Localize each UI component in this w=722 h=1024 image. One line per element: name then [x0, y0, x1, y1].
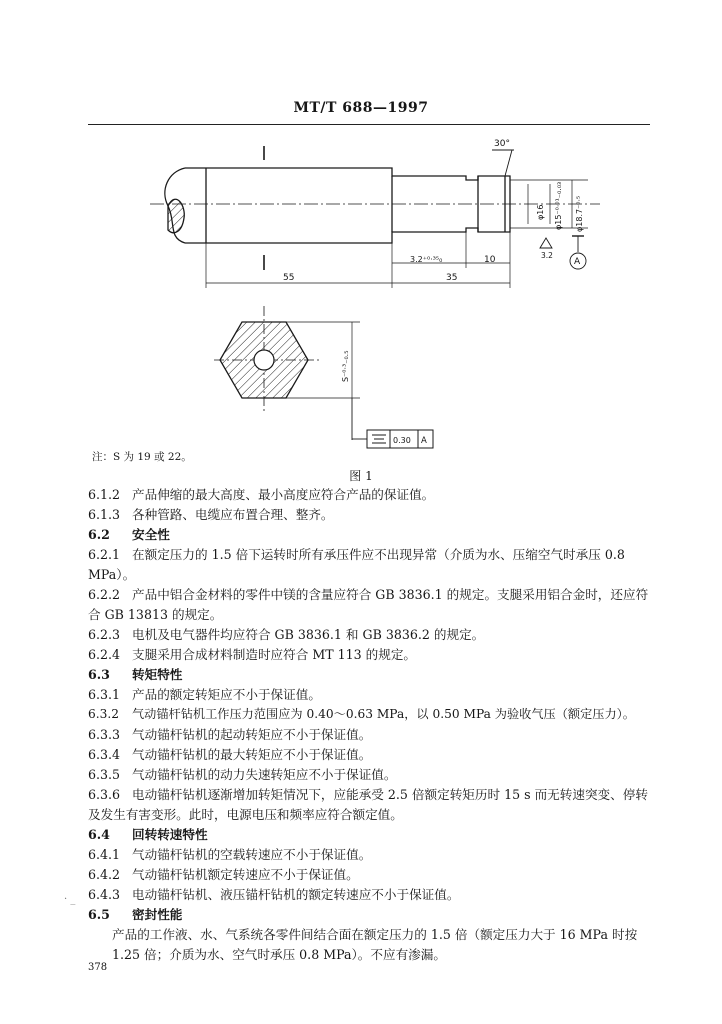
roughness-label: 3.2	[541, 251, 553, 260]
clause-text: 电动锚杆钻机逐渐增加转矩情况下，应能承受 2.5 倍额定转矩历时 15 s 而无转速突变、停转及发生有害变形。此时，电源电压和频率应符合额定值。	[88, 787, 648, 822]
clause-number: 6.3.1	[88, 687, 121, 702]
dia-16-label: φ16	[536, 204, 545, 220]
section-6-4-heading	[88, 825, 656, 845]
clause-6-4-1	[88, 845, 656, 865]
clause-number: 6.3.3	[88, 727, 121, 742]
tolerance-value: 0.30	[393, 436, 411, 445]
clause-6-3-2	[88, 705, 656, 725]
clause-number: 6.3.6	[88, 787, 121, 802]
clause-6-1-3	[88, 505, 656, 525]
clause-number: 6.3.2	[88, 707, 120, 721]
clause-text: 气动锚杆钻机工作压力范围应为 0.40～0.63 MPa，以 0.50 MPa 为验收气压（额定压力）。	[132, 707, 635, 721]
clause-number: 6.3.5	[88, 767, 121, 782]
clause-text: 气动锚杆钻机的动力失速转矩应不小于保证值。	[132, 767, 397, 782]
clause-6-3-6	[88, 785, 656, 825]
clause-6-2-1	[88, 545, 656, 585]
clause-number: 6.2.2	[88, 587, 121, 602]
clause-number: 6.1.2	[88, 487, 121, 502]
clause-text: 在额定压力的 1.5 倍下运转时所有承压件应不出现异常（介质为水、压缩空气时承压 0.8 MPa）。	[88, 547, 625, 582]
clause-text: 支腿采用合成材料制造时应符合 MT 113 的规定。	[132, 647, 417, 662]
clause-text: 气动锚杆钻机的起动转矩应不小于保证值。	[132, 727, 372, 742]
clause-6-3-4	[88, 745, 656, 765]
dim-10: 10	[484, 255, 496, 265]
clause-6-3-5	[88, 765, 656, 785]
dia-18-7-label: φ18.7⁻⁰·⁵	[575, 195, 584, 232]
dim-55: 55	[283, 273, 295, 283]
clause-6-4-3	[88, 885, 656, 905]
clause-number: 6.2.1	[88, 547, 121, 562]
clause-text: 产品伸缩的最大高度、最小高度应符合产品的保证值。	[132, 487, 435, 502]
section-6-5-heading	[88, 905, 656, 925]
clause-6-3-1	[88, 685, 656, 705]
dim-3-2: 3.2⁺⁰·³⁵₀	[410, 255, 443, 264]
page-number: 378	[88, 962, 108, 973]
clause-text: 产品中铝合金材料的零件中镁的含量应符合 GB 3836.1 的规定。支腿采用铝合金时，还应符合 GB 13813 的规定。	[88, 587, 649, 622]
clause-number: 6.2.3	[88, 627, 121, 642]
dia-15-label: φ15⁻⁰·⁰¹₋₀.₀₃	[554, 181, 563, 230]
clause-text: 电机及电气器件均应符合 GB 3836.1 和 GB 3836.2 的规定。	[132, 627, 485, 642]
datum-a-label: A	[574, 257, 581, 267]
figure-note: 注：S 为 19 或 22。	[92, 451, 192, 463]
clause-6-2-3	[88, 625, 656, 645]
angle-label: 30°	[494, 139, 510, 149]
clause-text: 产品的工作液、水、气系统各零件间结合面在额定压力的 1.5 倍（额定压力大于 16 MPa 时按 1.25 倍；介质为水、空气时承压 0.8 MPa）。不应有渗漏。	[112, 927, 638, 962]
tolerance-datum: A	[421, 436, 427, 446]
figure-caption: 图 1	[349, 469, 373, 483]
clause-number: 6.4.3	[88, 887, 121, 902]
section-title: 回转转速特性	[132, 827, 208, 842]
clause-6-3-3	[88, 725, 656, 745]
clause-number: 6.2.4	[88, 647, 121, 662]
clause-6-4-2	[88, 865, 656, 885]
clause-6-2-4	[88, 645, 656, 665]
scan-mark: · _	[64, 894, 76, 905]
clause-number: 6.4.2	[88, 867, 121, 882]
clause-text: 气动锚杆钻机的空载转速应不小于保证值。	[132, 847, 372, 862]
clause-6-5-body	[88, 925, 660, 965]
clause-number: 6.3.4	[88, 747, 121, 762]
clause-number: 6.4.1	[88, 847, 121, 862]
section-6-3-heading	[88, 665, 656, 685]
section-title: 密封性能	[132, 907, 183, 922]
section-number: 6.5	[88, 907, 110, 922]
clause-6-2-2	[88, 585, 656, 625]
s-dim-label: S⁻⁰·³₋₀.₅	[341, 350, 350, 382]
header-rule	[88, 124, 650, 125]
clause-text: 气动锚杆钻机的最大转矩应不小于保证值。	[132, 747, 372, 762]
clause-6-1-2	[88, 485, 656, 505]
clause-text: 气动锚杆钻机额定转速应不小于保证值。	[132, 867, 359, 882]
section-6-2-heading	[88, 525, 656, 545]
section-title: 安全性	[132, 527, 170, 542]
section-number: 6.3	[88, 667, 110, 682]
clause-text: 产品的额定转矩应不小于保证值。	[132, 687, 321, 702]
section-number: 6.2	[88, 527, 110, 542]
page-header: MT/T 688—1997	[293, 100, 429, 116]
dim-35: 35	[446, 273, 458, 283]
clause-number: 6.1.3	[88, 507, 121, 522]
technical-drawing	[0, 130, 722, 470]
section-title: 转矩特性	[132, 667, 183, 682]
clause-text: 电动锚杆钻机、液压锚杆钻机的额定转速应不小于保证值。	[132, 887, 460, 902]
clause-text: 各种管路、电缆应布置合理、整齐。	[132, 507, 334, 522]
section-number: 6.4	[88, 827, 110, 842]
